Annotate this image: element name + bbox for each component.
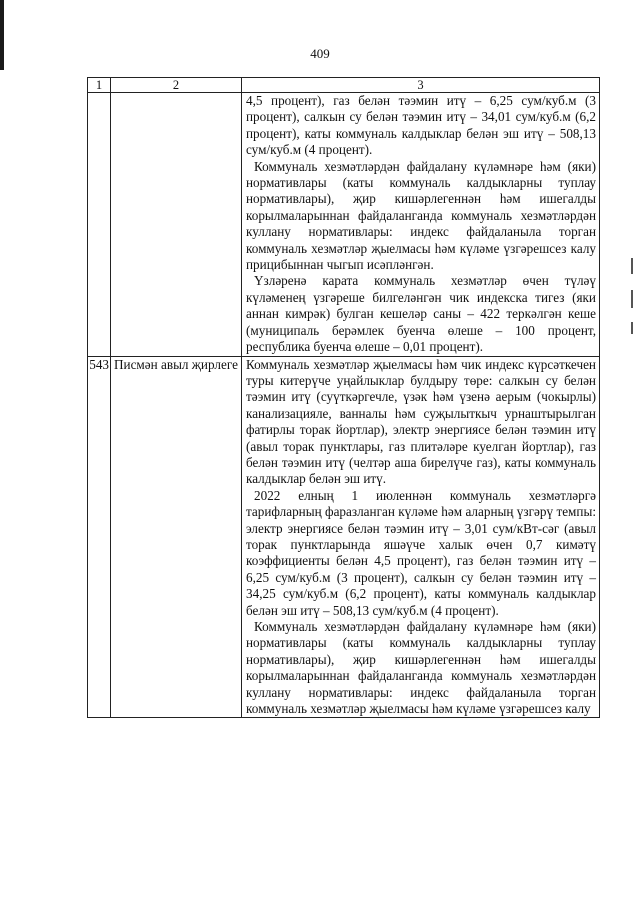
description-cell [242, 93, 600, 357]
table-header-row [88, 78, 600, 93]
paragraph: Коммуналь хезмәтләрдән файдалану күләмнәре һәм (яки) нормативлары (каты коммуналь калдыкларны туплау нормативлары), җир кишәрлегеннән һәм ишегалды корылмаларыннан файдаланганда коммуналь хезмәтләрдән куллану нормативлары: индекс файдаланыла торган коммуналь хезмәтләр җыелмасы һәм күләме үзгәрешсез калу [246, 619, 596, 717]
tariff-table [87, 77, 600, 718]
paragraph: Үзләренә карата коммуналь хезмәтләр өчен түләү күләменең үзгәреше билгеләнгән чик индекска тигез (яки аннан кимрәк) булган кешеләр саны – 422 теркәлгән кеше (муниципаль берәмлек буенча өлеше – 100 процент, республика буенча өлеше – 0,01 процент). [246, 273, 596, 355]
paragraph: Коммуналь хезмәтләр җыелмасы һәм чик индекс күрсәткечен туры китерүче уңайлыклар булдыру төре: салкын су белән тәэмин итү (суүткәргечле, үзәк һәм үзенә аерым (чокырлы) канализацияле, ванналы һәм суҗылыткыч урнаштырылган фатирлы торак йортлар), электр энергиясе белән тәэмин итү (авыл торак пунктлары, газ плитәләре куелган йортлар), газ белән тәэмин итү (челтәр аша бирелүче газ), каты коммуналь калдыклар белән эш итү. [246, 356, 596, 487]
row-number-cell: 543 [88, 356, 111, 718]
header-cell-2: 2 [111, 78, 242, 93]
table-row [88, 93, 600, 357]
header-cell-3: 3 [242, 78, 600, 93]
settlement-name-cell [111, 93, 242, 357]
description-cell [242, 356, 600, 718]
paragraph: 2022 елның 1 июленнән коммуналь хезмәтләргә тарифларның фаразланган күләме һәм аларның үзгәрү темпы: электр энергиясе белән тәэмин итү – 3,01 сум/кВт-сәг (авыл торак пунктларында яшәүче халык өчен 0,7 кимәтү коэффициенты белән 4,5 процент), газ белән тәэмин итү – 6,25 сум/куб.м (3 процент), салкын су белән тәэмин итү – 34,25 сум/куб.м (6,2 процент), каты коммуналь калдыклар белән эш итү – 508,13 сум/куб.м (4 процент). [246, 487, 596, 618]
table-row [88, 356, 600, 718]
row-number-cell [88, 93, 111, 357]
paragraph: Коммуналь хезмәтләрдән файдалану күләмнәре һәм (яки) нормативлары (каты коммуналь калдыкларны туплау нормативлары), җир кишәрлегеннән һәм ишегалды корылмаларыннан файдаланганда коммуналь хезмәтләрдән куллану нормативлары: индекс файдаланыла торган коммуналь хезмәтләр җыелмасы һәм күләме үзгәрешсез калу прицибыннан чыгып исәпләнгән. [246, 158, 596, 273]
header-cell-1: 1 [88, 78, 111, 93]
margin-mark [631, 290, 633, 308]
settlement-name-cell: Писмән авыл җирлеге [111, 356, 242, 718]
margin-mark [631, 258, 633, 274]
margin-mark [631, 322, 633, 334]
paragraph: 4,5 процент), газ белән тәэмин итү – 6,25 сум/куб.м (3 процент), салкын су белән тәэмин итү – 34,01 сум/куб.м (6,2 процент), каты коммуналь калдыклар белән эш итү – 508,13 сум/куб.м (4 процент). [246, 93, 596, 158]
page-number: 409 [310, 46, 330, 61]
